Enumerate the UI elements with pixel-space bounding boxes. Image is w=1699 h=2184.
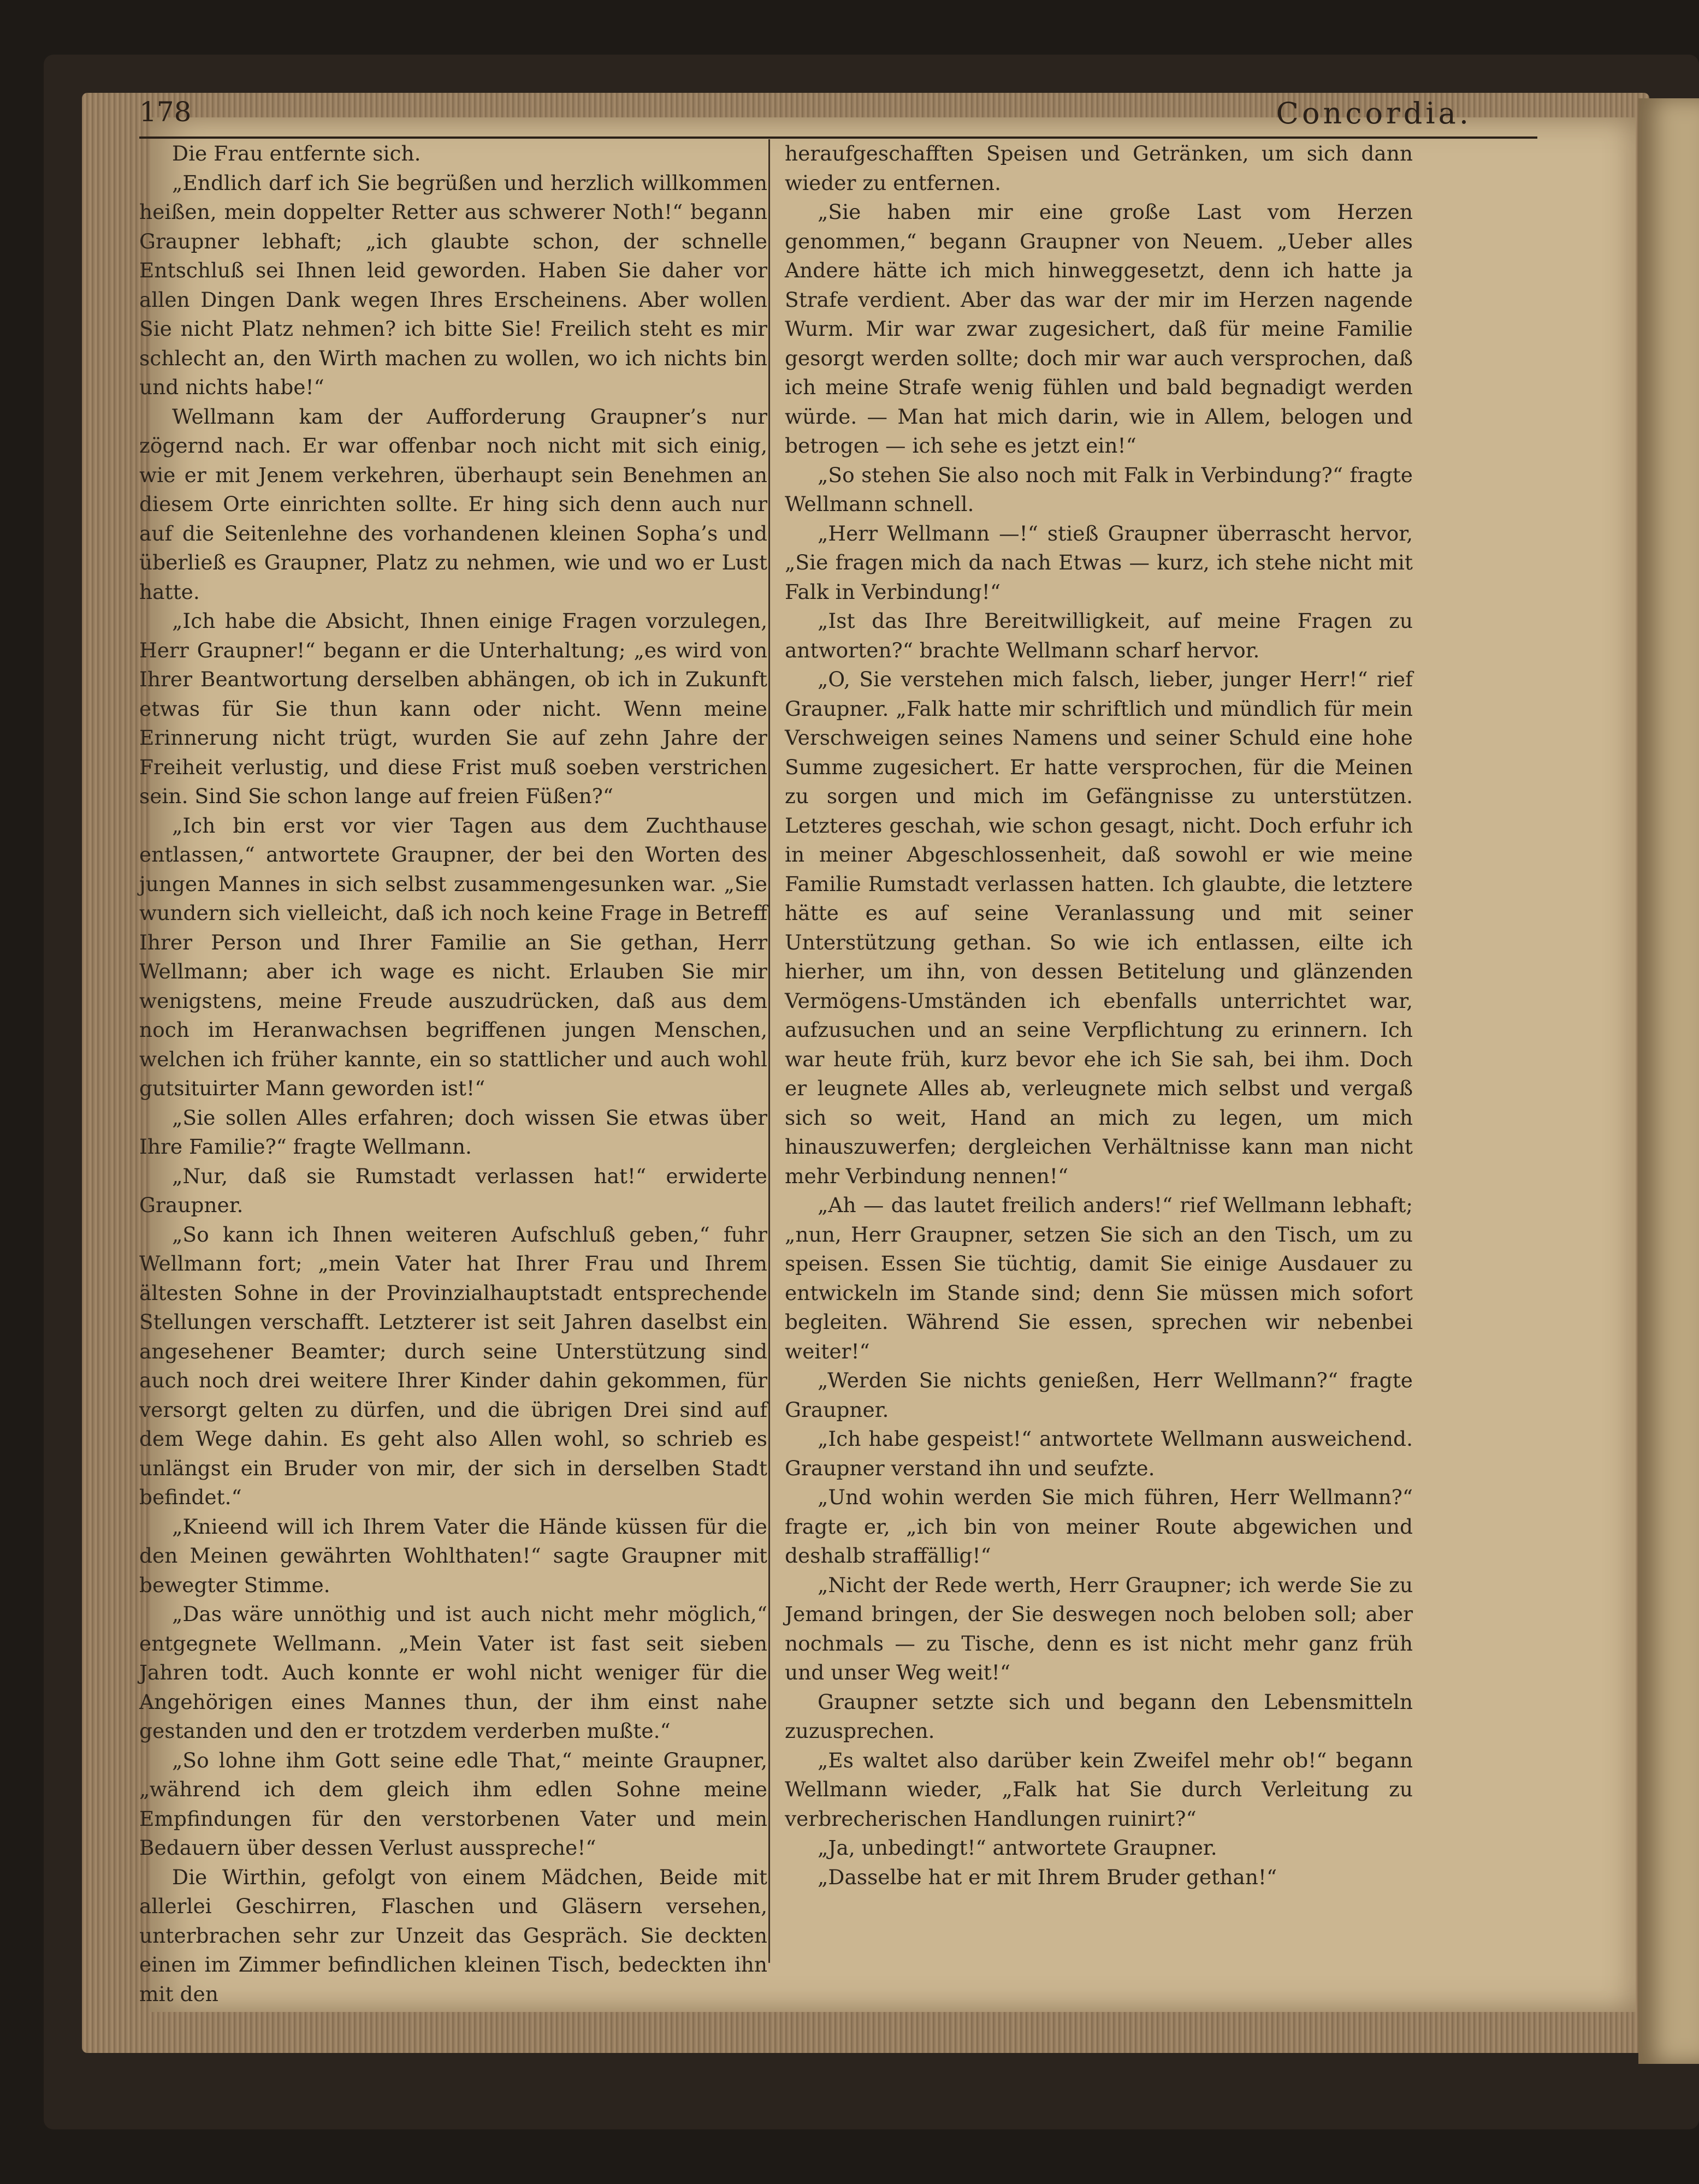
paragraph: „Werden Sie nichts genießen, Herr Wellmann?“ fragte Graupner. xyxy=(785,1368,1413,1422)
facing-page-edge xyxy=(1638,98,1699,2064)
paragraph: „Sie haben mir eine große Last vom Herzen genommen,“ begann Graupner von Neuem. „Ueber alles Andere hätte ich mich hinweggesetzt, denn ich hatte ja Strafe verdient. Aber das war der mir im Herzen nagende Wurm. Mir war zwar zugesichert, daß für meine Familie gesorgt werden sollte; doch mir war auch versprochen, daß ich meine Strafe wenig fühlen und bald begnadigt werden würde. — Man hat mich darin, wie in Allem, belogen und betrogen — ich sehe es jetzt ein!“ xyxy=(785,200,1413,458)
paragraph: Wellmann kam der Aufforderung Graupner’s nur zögernd nach. Er war offenbar noch nicht mit sich einig, wie er mit Jenem verkehren, überhaupt sein Benehmen an diesem Orte einrichten sollte. Er hing sich denn auch nur auf die Seitenlehne des vorhandenen kleinen Sopha’s und überließ es Graupner, Platz zu nehmen, wie und wo er Lust hatte. xyxy=(139,404,767,604)
paragraph: „O, Sie verstehen mich falsch, lieber, junger Herr!“ rief Graupner. „Falk hatte mir schriftlich und mündlich für mein Verschweigen seines Namens und seiner Schuld eine hohe Summe zugesichert. Er hatte versprochen, für die Meinen zu sorgen und mich im Gefängnisse zu unterstützen. Letzteres geschah, wie schon gesagt, nicht. Doch erfuhr ich in meiner Abgeschlossenheit, daß sowohl er wie meine Familie Rumstadt verlassen hatten. Ich glaubte, die letztere hätte es auf seine Veranlassung und mit seiner Unterstützung gethan. So wie ich entlassen, eilte ich hierher, um ihn, von dessen Betitelung und glänzenden Vermögens-Umständen ich ebenfalls unterrichtet war, aufzusuchen und an seine Verpflichtung zu erinnern. Ich war heute früh, kurz bevor ehe ich Sie sah, bei ihm. Doch er leugnete Alles ab, verleugnete mich selbst und vergaß sich so weit, Hand an mich zu legen, um mich hinauszuwerfen; dergleichen Verhältnisse kann man nicht mehr Verbindung nennen!“ xyxy=(785,667,1413,1188)
paragraph: „Ich habe die Absicht, Ihnen einige Fragen vorzulegen, Herr Graupner!“ begann er die Unterhaltung; „es wird von Ihrer Beantwortung derselben abhängen, ob ich in Zukunft etwas für Sie thun kann oder nicht. Wenn meine Erinnerung nicht trügt, wurden Sie auf zehn Jahre der Freiheit verlustig, und diese Frist muß soeben verstrichen sein. Sind Sie schon lange auf freien Füßen?“ xyxy=(139,609,767,808)
paragraph: „So kann ich Ihnen weiteren Aufschluß geben,“ fuhr Wellmann fort; „mein Vater hat Ihrer Frau und Ihrem ältesten Sohne in der Provinzialhauptstadt entsprechende Stellungen verschafft. Letzterer ist seit Jahren daselbst ein angesehener Beamter; durch seine Unterstützung sind auch noch drei weitere Ihrer Kinder dahin gekommen, für versorgt gelten zu dürfen, und die übrigen Drei sind auf dem Wege dahin. Es geht also Allen wohl, so schrieb es unlängst ein Bruder von mir, der sich in derselben Stadt befindet.“ xyxy=(139,1222,767,1509)
right-column xyxy=(785,139,1413,1892)
paragraph: „Es waltet also darüber kein Zweifel mehr ob!“ begann Wellmann wieder, „Falk hat Sie durch Verleitung zu verbrecherischen Handlungen ruinirt?“ xyxy=(785,1748,1413,1831)
paragraph: Graupner setzte sich und begann den Lebensmitteln zuzusprechen. xyxy=(785,1689,1413,1743)
paragraph: „Nur, daß sie Rumstadt verlassen hat!“ erwiderte Graupner. xyxy=(139,1164,767,1217)
paragraph: „Ja, unbedingt!“ antwortete Graupner. xyxy=(818,1836,1217,1860)
running-title: Concordia. xyxy=(1276,96,1472,130)
paragraph: „So stehen Sie also noch mit Falk in Verbindung?“ fragte Wellmann schnell. xyxy=(785,462,1413,516)
paragraph: „Ich habe gespeist!“ antwortete Wellmann ausweichend. Graupner verstand ihn und seufzte. xyxy=(785,1427,1413,1480)
paragraph: „Ich bin erst vor vier Tagen aus dem Zuchthause entlassen,“ antwortete Graupner, der bei den Worten des jungen Mannes in sich selbst zusammengesunken war. „Sie wundern sich vielleicht, daß ich noch keine Frage in Betreff Ihrer Person und Ihrer Familie an Sie gethan, Herr Wellmann; aber ich wage es nicht. Erlauben Sie mir wenigstens, meine Freude auszudrücken, daß aus dem noch im Heranwachsen begriffenen jungen Menschen, welchen ich früher kannte, ein so stattlicher und auch wohl gutsituirter Mann geworden ist!“ xyxy=(139,813,767,1100)
paragraph: „Nicht der Rede werth, Herr Graupner; ich werde Sie zu Jemand bringen, der Sie deswegen noch beloben soll; aber nochmals — zu Tische, denn es ist nicht mehr ganz früh und unser Weg weit!“ xyxy=(785,1572,1413,1684)
page-header xyxy=(139,93,1537,139)
paragraph: „Knieend will ich Ihrem Vater die Hände küssen für die den Meinen gewährten Wohlthaten!“ sagte Graupner mit bewegter Stimme. xyxy=(139,1514,767,1597)
paragraph-continued: heraufgeschafften Speisen und Getränken, um sich dann wieder zu entfernen. xyxy=(785,141,1413,195)
paragraph: „Das wäre unnöthig und ist auch nicht mehr möglich,“ entgegnete Wellmann. „Mein Vater ist fast seit sieben Jahren todt. Auch konnte er wohl nicht weniger für die Angehörigen eines Mannes thun, der ihm einst nahe gestanden und den er trotzdem verderben mußte.“ xyxy=(139,1602,767,1743)
paragraph: „Sie sollen Alles erfahren; doch wissen Sie etwas über Ihre Familie?“ fragte Wellmann. xyxy=(139,1105,767,1159)
page-number: 178 xyxy=(139,96,192,128)
paragraph: „Ist das Ihre Bereitwilligkeit, auf meine Fragen zu antworten?“ brachte Wellmann scharf hervor. xyxy=(785,609,1413,662)
column-divider xyxy=(768,139,770,1963)
paragraph: „Endlich darf ich Sie begrüßen und herzlich willkommen heißen, mein doppelter Retter aus schwerer Noth!“ begann Graupner lebhaft; „ich glaubte schon, der schnelle Entschluß sei Ihnen leid geworden. Haben Sie daher vor allen Dingen Dank wegen Ihres Erscheinens. Aber wollen Sie nicht Platz nehmen? ich bitte Sie! Freilich steht es mir schlecht an, den Wirth machen zu wollen, wo ich nichts bin und nichts habe!“ xyxy=(139,170,767,399)
paragraph: „Dasselbe hat er mit Ihrem Bruder gethan!“ xyxy=(818,1865,1277,1889)
paragraph: Die Frau entfernte sich. xyxy=(172,141,421,165)
paragraph: „Und wohin werden Sie mich führen, Herr Wellmann?“ fragte er, „ich bin von meiner Route abgewichen und deshalb straffällig!“ xyxy=(785,1485,1413,1568)
paragraph: Die Wirthin, gefolgt von einem Mädchen, Beide mit allerlei Geschirren, Flaschen und Gläsern versehen, unterbrachen sehr zur Unzeit das Gespräch. Sie deckten einen im Zimmer befindlichen kleinen Tisch, bedeckten ihn mit den xyxy=(139,1865,767,2006)
left-column xyxy=(139,139,767,2009)
paragraph: „Herr Wellmann —!“ stieß Graupner überrascht hervor, „Sie fragen mich da nach Etwas — kurz, ich stehe nicht mit Falk in Verbindung!“ xyxy=(785,521,1413,604)
paragraph: „So lohne ihm Gott seine edle That,“ meinte Graupner, „während ich dem gleich ihm edlen Sohne meine Empfindungen für den verstorbenen Vater und mein Bedauern über dessen Verlust ausspreche!“ xyxy=(139,1748,767,1860)
paragraph: „Ah — das lautet freilich anders!“ rief Wellmann lebhaft; „nun, Herr Graupner, setzen Sie sich an den Tisch, um zu speisen. Essen Sie tüchtig, damit Sie einige Ausdauer zu entwickeln im Stande sind; denn Sie müssen mich sofort begleiten. Während Sie essen, sprechen wir nebenbei weiter!“ xyxy=(785,1193,1413,1363)
